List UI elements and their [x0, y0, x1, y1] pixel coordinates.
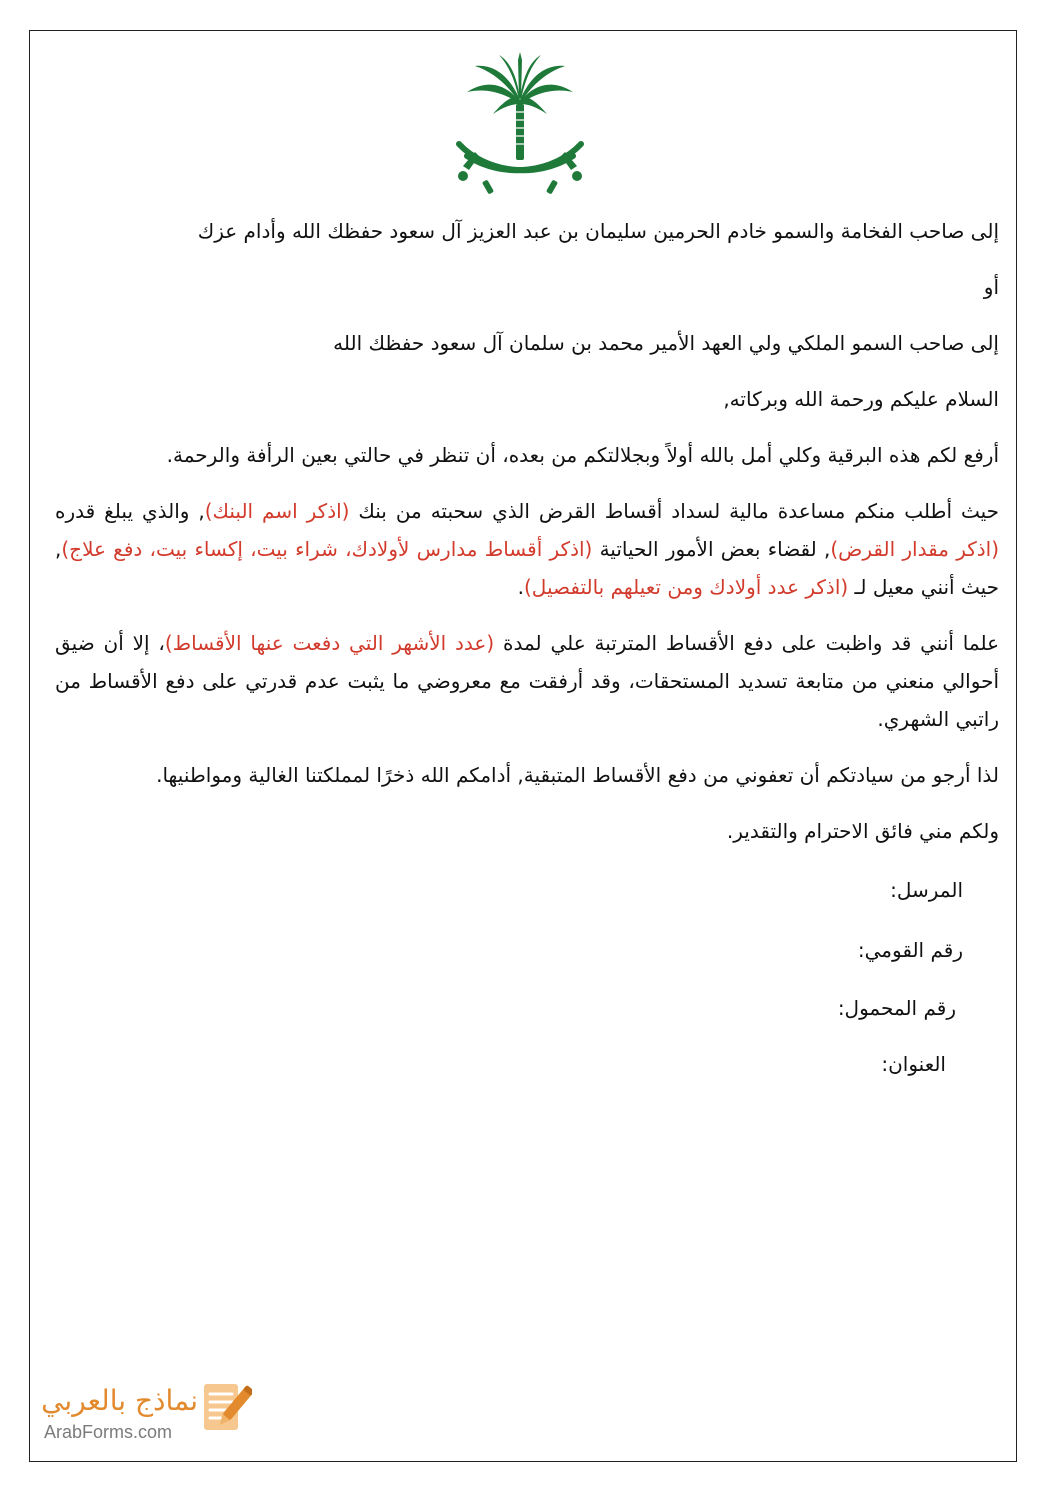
greeting: السلام عليكم ورحمة الله وبركاته, [723, 387, 999, 411]
request-text-2: , والذي يبلغ قدره [55, 499, 205, 523]
commitment-paragraph [55, 624, 999, 738]
closing-line: ولكم مني فائق الاحترام والتقدير. [726, 819, 999, 843]
request-text-4: , حيث أنني معيل لـ [55, 537, 999, 599]
months-paid-placeholder: (عدد الأشهر التي دفعت عنها الأقساط) [164, 631, 495, 655]
national-id-label: رقم القومي: [857, 938, 963, 962]
commitment-text-1: علما أنني قد واظبت على دفع الأقساط المترتبة علي لمدة [494, 631, 999, 655]
addressee-secondary: إلى صاحب السمو الملكي ولي العهد الأمير محمد بن سلمان آل سعود حفظك الله [333, 331, 999, 355]
request-text-3: , لقضاء بعض الأمور الحياتية [592, 537, 831, 561]
pencil-document-icon [202, 1378, 252, 1438]
commitment-text-2: ، إلا أن ضيق أحوالي منعني من متابعة تسديد المستحقات، وقد أرفقت مع معروضي ما يثبت عدم قدرتي على دفع الأقساط من راتبي الشهري. [55, 631, 999, 731]
brand-arabic-name: نماذج بالعربي [41, 1384, 198, 1417]
request-text-5: . [517, 575, 524, 599]
intro-paragraph: أرفع لكم هذه البرقية وكلي أمل بالله أولاً وبجلالتكم من بعده، أن تنظر في حالتي بعين الرأفة والرحمة. [166, 443, 999, 467]
brand-watermark [30, 1378, 252, 1448]
mobile-label: رقم المحمول: [837, 996, 956, 1020]
saudi-emblem-icon [455, 52, 585, 198]
brand-domain: ArabForms.com [44, 1422, 173, 1442]
needs-placeholder: (اذكر أقساط مدارس لأولادك، شراء بيت، إكساء بيت، دفع علاج) [61, 537, 593, 561]
dependents-placeholder: (اذكر عدد أولادك ومن تعيلهم بالتفصيل) [524, 575, 849, 599]
loan-amount-placeholder: (اذكر مقدار القرض) [830, 537, 1000, 561]
sender-label: المرسل: [890, 878, 963, 902]
plea-paragraph: لذا أرجو من سيادتكم أن تعفوني من دفع الأقساط المتبقية, أدامكم الله ذخرًا لمملكتنا الغالية ومواطنيها. [156, 763, 999, 787]
bank-name-placeholder: (اذكر اسم البنك) [204, 499, 350, 523]
request-text-1: حيث أطلب منكم مساعدة مالية لسداد أقساط القرض الذي سحبته من بنك [349, 499, 1000, 523]
addressee-primary: إلى صاحب الفخامة والسمو خادم الحرمين سليمان بن عبد العزيز آل سعود حفظك الله وأدام عزك [197, 219, 999, 243]
request-paragraph [55, 492, 999, 606]
address-label: العنوان: [881, 1052, 946, 1076]
or-separator: أو [983, 275, 999, 299]
letter-body [55, 212, 999, 868]
